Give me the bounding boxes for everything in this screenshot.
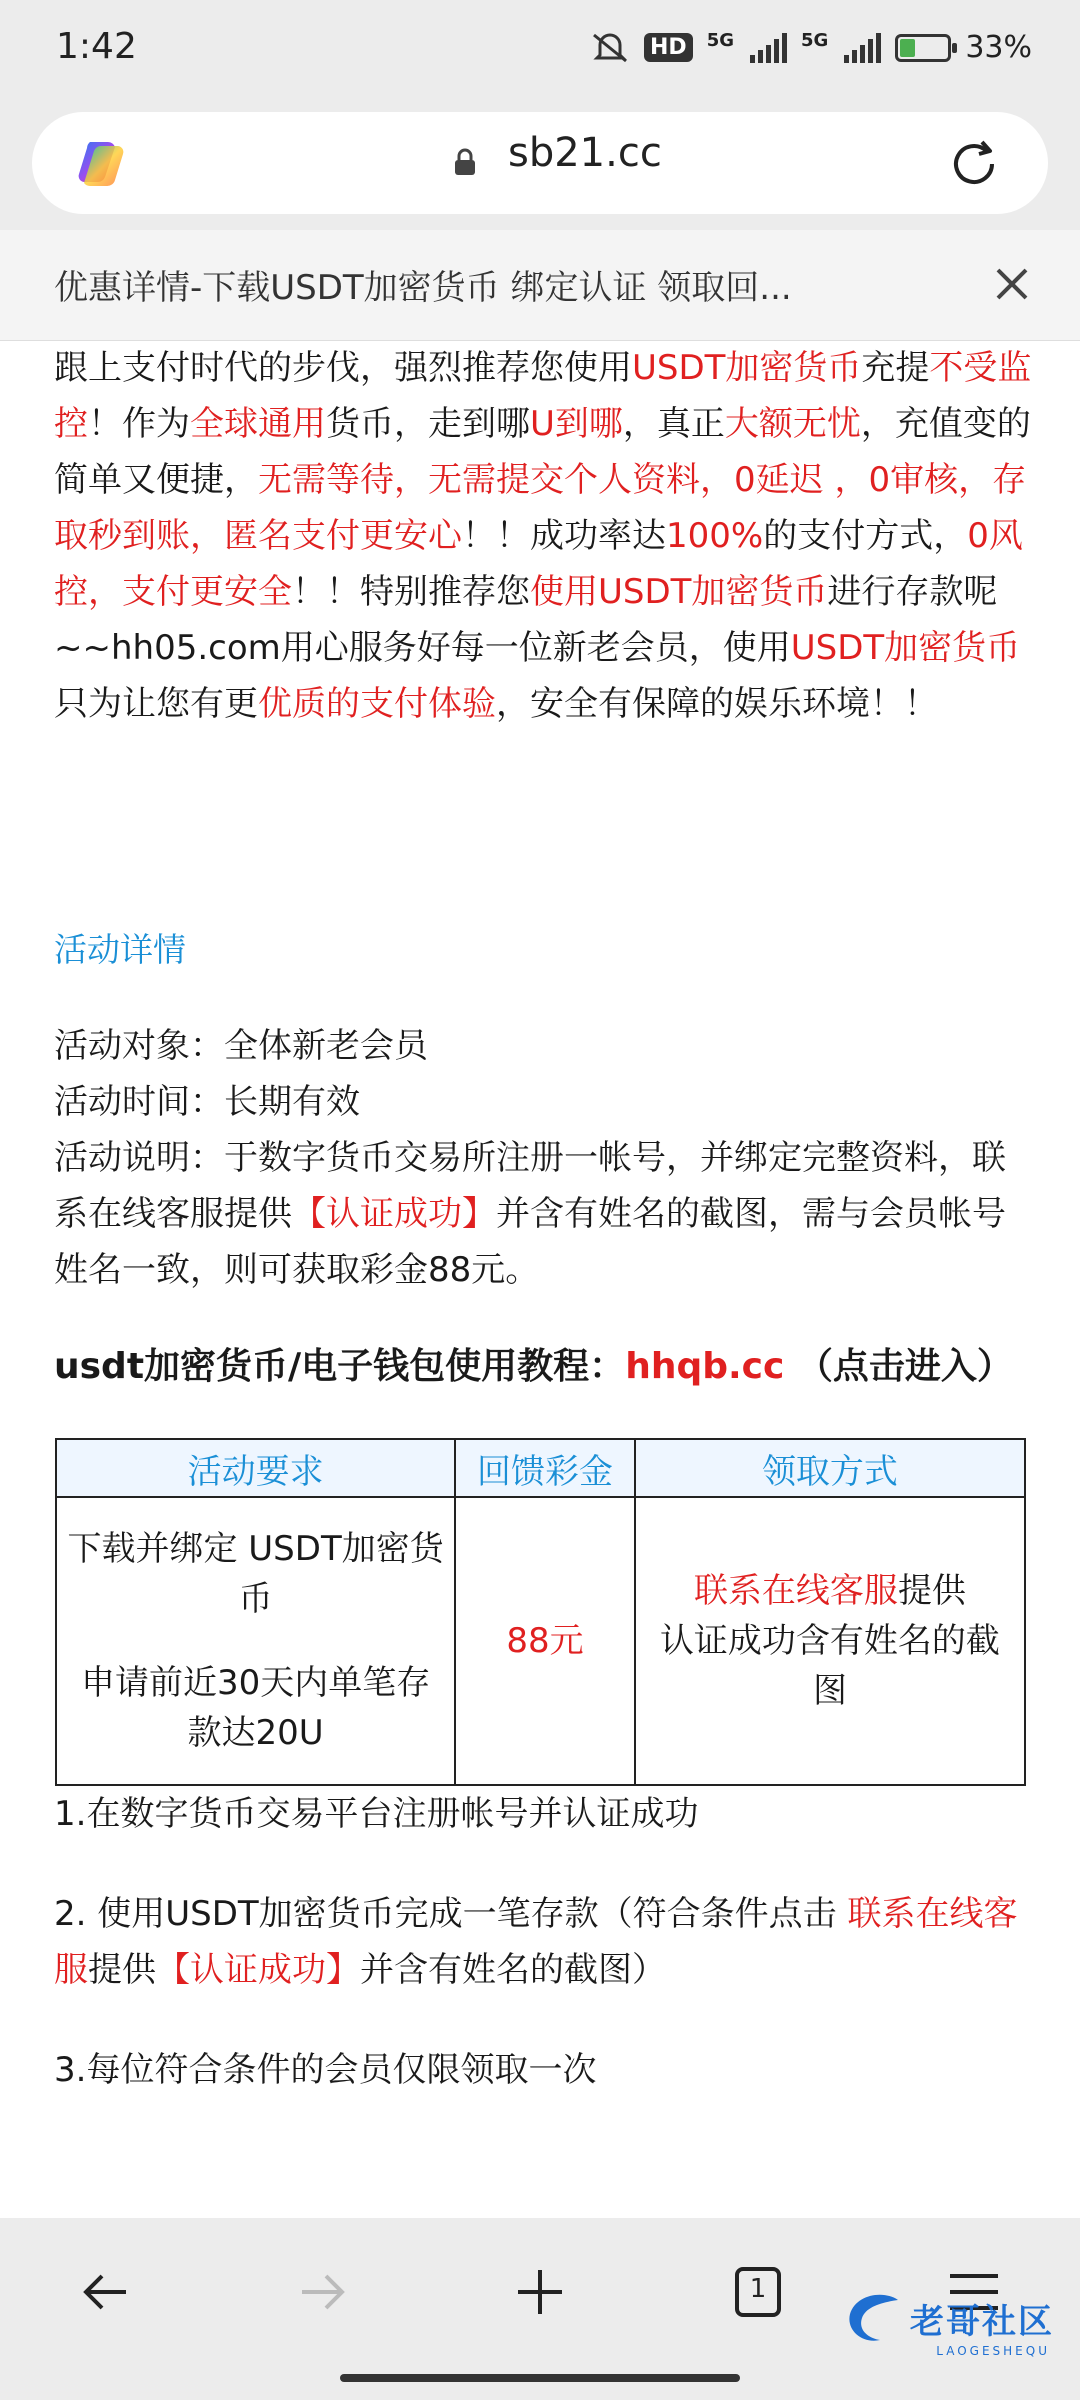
close-icon[interactable] (990, 262, 1034, 306)
header-bonus: 回馈彩金 (455, 1439, 635, 1497)
cell-bonus: 88元 (455, 1497, 635, 1785)
requirement-line-1: 下载并绑定 USDT加密货币 (67, 1529, 444, 1619)
watermark-subtext: LAOGESHEQU (936, 2344, 1050, 2358)
promo-title: 优惠详情-下载USDT加密货币 绑定认证 领取回... (54, 268, 792, 308)
intro-highlight: 不受监控 (54, 348, 1032, 444)
cell-method (635, 1497, 1025, 1785)
intro-highlight: 优质的支付体验 (258, 684, 496, 724)
intro-text: ，充值变的简单又便捷， (54, 404, 1031, 500)
intro-text: ，安全有保障的娱乐环境！！ (496, 684, 938, 724)
intro-highlight: 全球通用 (190, 404, 326, 444)
reload-icon[interactable] (946, 136, 1002, 192)
cell-requirement (56, 1497, 455, 1785)
battery-icon (895, 34, 951, 62)
tabs-button[interactable] (728, 2262, 788, 2322)
note-2-contact-link[interactable]: 联系在线客服 (54, 1894, 1018, 1990)
description-highlight: 【认证成功】 (292, 1194, 496, 1234)
status-bar (0, 0, 1080, 108)
intro-highlight: U到哪 (530, 404, 623, 444)
requirement-line-2: 申请前近30天内单笔存款达20U (80, 1663, 431, 1753)
intro-text: 只为让您有更 (54, 684, 258, 724)
network-type-label-2: 5G (801, 30, 829, 51)
note-2-end: 并含有姓名的截图） (360, 1950, 666, 1990)
lock-icon (454, 148, 476, 176)
activity-details (54, 1018, 1034, 1298)
note-2-text: 2. 使用USDT加密货币完成一笔存款（符合条件点击 (54, 1894, 848, 1934)
note-2-mid: 提供 (88, 1950, 156, 1990)
requirements-table (55, 1438, 1026, 1786)
watermark-text: 老哥社区 (910, 2301, 1054, 2342)
intro-paragraph (54, 340, 1034, 732)
intro-highlight: 100% (666, 516, 764, 556)
intro-text: 货币，走到哪 (326, 404, 530, 444)
battery-percent: 33% (965, 30, 1032, 65)
status-icons (590, 30, 1032, 65)
dragon-logo-icon (844, 2290, 904, 2346)
tutorial-label: usdt加密货币/电子钱包使用教程： (54, 1346, 626, 1387)
status-time: 1:42 (56, 26, 137, 67)
section-title: 活动详情 (54, 930, 186, 969)
tutorial-line (54, 1338, 1013, 1389)
tutorial-suffix[interactable]: （点击进入） (784, 1346, 1013, 1387)
activity-description (54, 1130, 1034, 1298)
network-type-label: 5G (706, 30, 734, 51)
promo-header (0, 230, 1080, 341)
intro-text: 进行存款呢~~hh05.com用心服务好每一位新老会员，使用 (54, 572, 998, 668)
contact-support-link[interactable]: 联系在线客服 (693, 1571, 898, 1611)
intro-text: 跟上支付时代的步伐，强烈推荐您使用 (54, 348, 632, 388)
intro-highlight: USDT加密货币 (790, 628, 1021, 668)
back-arrow-icon[interactable] (76, 2262, 136, 2322)
copilot-icon[interactable] (76, 136, 132, 192)
method-line-2: 认证成功含有姓名的截图 (659, 1621, 1000, 1711)
activity-target: 活动对象：全体新老会员 (54, 1026, 428, 1066)
intro-text: ！！成功率达 (462, 516, 666, 556)
note-3: 3.每位符合条件的会员仅限领取一次 (54, 2050, 597, 2090)
intro-highlight: 使用USDT加密货币 (530, 572, 828, 612)
browser-toolbar (0, 108, 1080, 230)
note-2-highlight: 【认证成功】 (156, 1950, 360, 1990)
table-header-row (56, 1439, 1025, 1497)
activity-time: 活动时间：长期有效 (54, 1082, 360, 1122)
description-text: 活动说明：于数字货币交易所注册一帐号，并绑定完整资料，联系在线客服提供 (54, 1138, 1006, 1234)
signal-icon-2 (844, 33, 881, 63)
tutorial-link[interactable]: hhqb.cc (625, 1346, 785, 1387)
intro-highlight: USDT加密货币 (632, 348, 862, 388)
hd-voice-icon: HD (644, 33, 693, 62)
header-method: 领取方式 (635, 1439, 1025, 1497)
intro-text: 充提 (861, 348, 930, 388)
intro-text: ！！特别推荐您 (292, 572, 530, 612)
notes-list (54, 1786, 1034, 2098)
method-text: 提供 (897, 1571, 966, 1611)
intro-text: ，真正 (622, 404, 725, 444)
signal-icon (750, 33, 787, 63)
intro-text: ！作为 (88, 404, 190, 444)
header-requirement: 活动要求 (56, 1439, 455, 1497)
note-1: 1.在数字货币交易平台注册帐号并认证成功 (54, 1794, 699, 1834)
new-tab-plus-icon[interactable] (510, 2262, 570, 2322)
forward-arrow-icon[interactable] (292, 2262, 352, 2322)
home-indicator[interactable] (340, 2374, 740, 2382)
watermark (844, 2290, 1054, 2346)
intro-text: 的支付方式， (763, 516, 968, 556)
tab-count: 1 (749, 2274, 767, 2304)
intro-highlight: 0风控，支付更安全 (54, 516, 1023, 612)
table-row (56, 1497, 1025, 1785)
intro-highlight: 大额无忧 (724, 404, 861, 444)
url-text[interactable]: sb21.cc (508, 130, 662, 176)
mute-vibrate-icon (590, 31, 630, 65)
promo-content (54, 340, 1034, 732)
intro-highlight: 无需等待，无需提交个人资料，0延迟 ，0审核，存取秒到账，匿名支付更安心 (54, 460, 1027, 556)
note-2 (54, 1886, 1034, 1998)
description-text-end: 并含有姓名的截图，需与会员帐号姓名一致，则可获取彩金88元。 (54, 1194, 1006, 1290)
address-bar[interactable] (32, 112, 1048, 214)
